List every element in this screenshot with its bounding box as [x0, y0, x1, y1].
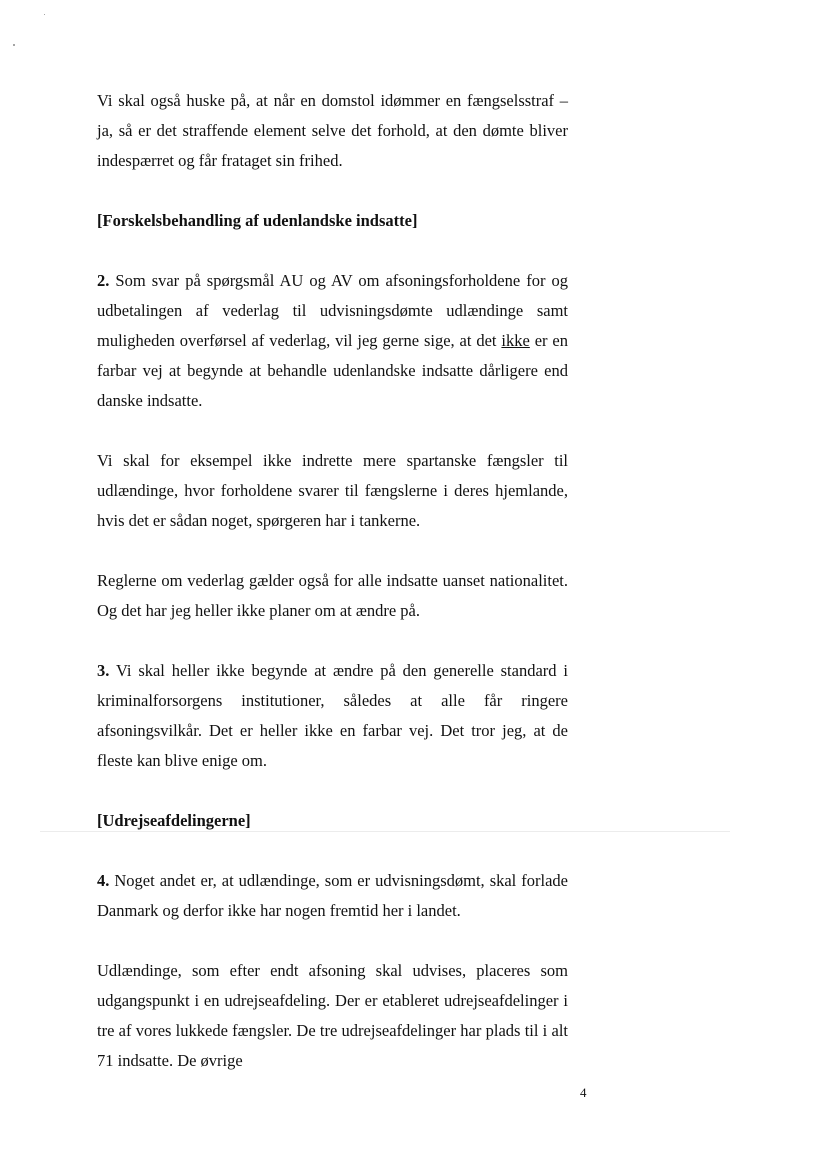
underlined-word: ikke [501, 331, 530, 350]
paragraph-text: Noget andet er, at udlændinge, som er udvisningsdømt, skal forlade Danmark og derfor ikke har nogen fremtid her i landet. [97, 871, 568, 920]
paragraph-udrejseafdeling: Udlændinge, som efter endt afsoning skal udvises, placeres som udgangspunkt i en udrejseafdeling. Der er etableret udrejseafdelinger i tre af vores lukkede fængsler. De tre udrejseafdelinger har plads til i alt 71 indsatte. De øvrige [97, 961, 568, 1070]
paragraph-2 [97, 266, 568, 416]
paragraph-number: 3. [97, 661, 110, 680]
paragraph-intro: Vi skal også huske på, at når en domstol idømmer en fængselsstraf – ja, så er det straffende element selve det forhold, at den dømte bliver indespærret og får frataget sin frihed. [97, 91, 568, 170]
paragraph-number: 2. [97, 271, 110, 290]
paragraph-3 [97, 656, 568, 776]
paragraph-text: er en farbar vej at begynde at behandle udenlandske indsatte dårligere end danske indsatte. [97, 331, 568, 410]
paragraph-4 [97, 866, 568, 926]
paragraph-vederlag: Reglerne om vederlag gælder også for alle indsatte uanset nationalitet. Og det har jeg heller ikke planer om at ændre på. [97, 571, 568, 620]
document-body [97, 86, 568, 1106]
paragraph-spartanske: Vi skal for eksempel ikke indrette mere spartanske fængsler til udlændinge, hvor forholdene svarer til fængslerne i deres hjemlande, hvis det er sådan noget, spørgeren har i tankerne. [97, 451, 568, 530]
scan-artifact-line [40, 831, 730, 832]
paragraph-text: Vi skal heller ikke begynde at ændre på den generelle standard i kriminalforsorgens institutioner, således at alle får ringere afsoningsvilkår. Det er heller ikke en farbar vej. Det tror jeg, at de fleste kan blive enige om. [97, 661, 568, 770]
section-heading-forskelsbehandling: [Forskelsbehandling af udenlandske indsatte] [97, 211, 418, 230]
section-heading-udrejseafdelingerne: [Udrejseafdelingerne] [97, 811, 251, 830]
paragraph-text: Som svar på spørgsmål AU og AV om afsoningsforholdene for og udbetalingen af vederlag til udvisningsdømte udlændinge samt muligheden overførsel af vederlag, vil jeg gerne sige, at det [97, 271, 568, 350]
page-number: 4 [580, 1085, 587, 1100]
paragraph-number: 4. [97, 871, 110, 890]
